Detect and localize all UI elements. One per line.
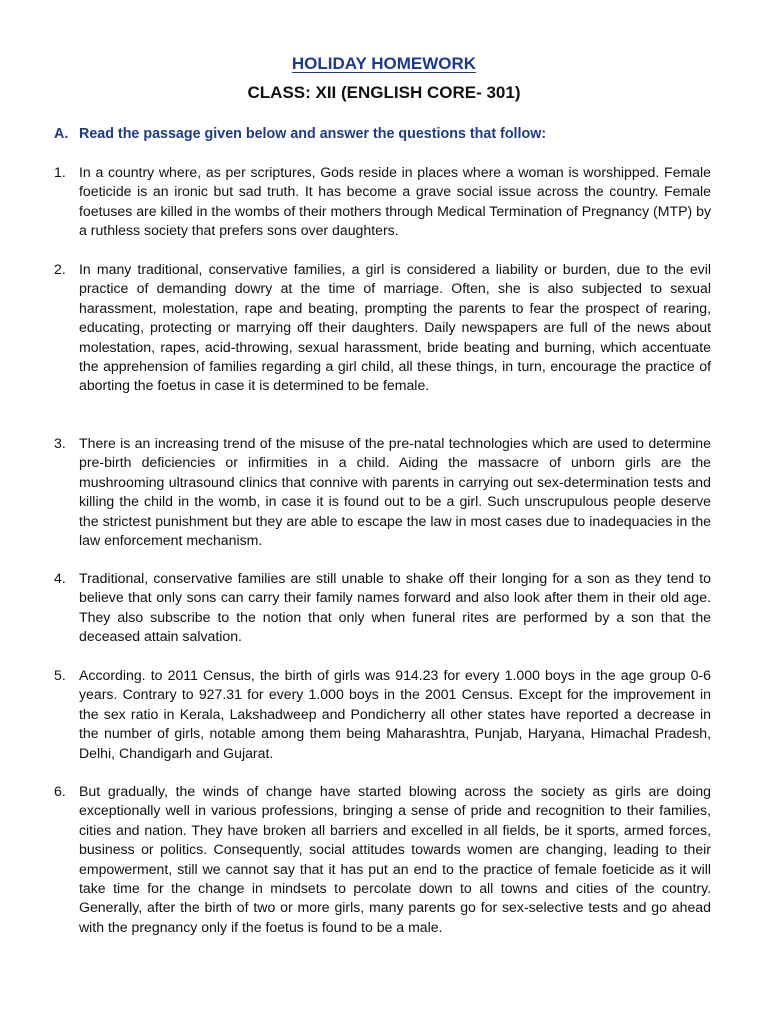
paragraph-number: 6. [54,783,66,799]
paragraph-text: In a country where, as per scriptures, Gods reside in places where a woman is worshipped. Female foeticide is an ironic but sad truth. It has become a grave social issue across the country. Female foetuses are killed in the wombs of their mothers through Medical Termination of Pregnancy (MTP) by a ruthless society that prefers sons over daughters. [79,164,711,239]
paragraph-text: According. to 2011 Census, the birth of girls was 914.23 for every 1.000 boys in the age group 0-6 years. Contrary to 927.31 for every 1.000 boys in the 2001 Census. Except for the improvement in the sex ratio in Kerala, Lakshadweep and Pondicherry all other states have reported a decrease in the number of girls, notable among them being Maharashtra, Punjab, Haryana, Himachal Pradesh, Delhi, Chandigarh and Gujarat. [79,667,711,761]
paragraph-text: There is an increasing trend of the misuse of the pre-natal technologies which are used to determine pre-birth deficiencies or infirmities in a child. Aiding the massacre of unborn girls are the mushrooming ultrasound clinics that connive with parents in carrying out sex-determination tests and killing the child in the womb, in case it is found out to be a girl. Such unscrupulous people deserve the strictest punishment but they are able to escape the law in most cases due to inadequacies in the law enforcement mechanism. [79,435,711,549]
passage-paragraph-1 [54,163,711,241]
paragraph-text: In many traditional, conservative families, a girl is considered a liability or burden, due to the evil practice of demanding dowry at the time of marriage. Often, she is also subjected to sexual harassment, molestation, rape and beating, prompting the parents to fear the prospect of rearing, educating, protecting or marrying off their daughters. Daily newspapers are full of the news about molestation, rapes, acid-throwing, sexual harassment, bride beating and burning, which accentuate the apprehension of families regarding a girl child, all these things, in turn, encourage the practice of aborting the foetus in case it is determined to be female. [79,261,711,394]
instruction-text: Read the passage given below and answer the questions that follow: [79,126,547,142]
passage-paragraph-6 [54,782,711,937]
passage-paragraph-2 [54,260,711,396]
passage-paragraph-5 [54,666,711,763]
paragraph-number: 2. [54,261,66,277]
paragraph-number: 1. [54,164,66,180]
paragraph-number: 3. [54,435,66,451]
paragraph-text: But gradually, the winds of change have started blowing across the society as girls are doing exceptionally well in various professions, bringing a sense of pride and recognition to their families, cities and nation. They have broken all barriers and excelled in all fields, be it sports, armed forces, business or politics. Consequently, social attitudes towards women are changing, leading to their empowerment, still we cannot say that it has put an end to the practice of female foeticide as it will take time for the change in mindsets to percolate down to all towns and cities of the country. Generally, after the birth of two or more girls, many parents go for sex-selective tests and go ahead with the pregnancy only if the foetus is found to be a male. [79,783,711,935]
passage-paragraph-3 [54,434,711,550]
section-instruction [54,126,546,142]
class-subtitle: CLASS: XII (ENGLISH CORE- 301) [247,83,521,102]
passage-paragraph-4 [54,569,711,647]
section-letter: A. [54,126,69,142]
paragraph-number: 5. [54,667,66,683]
paragraph-text: Traditional, conservative families are still unable to shake off their longing for a son as they tend to believe that only sons can carry their family names forward and also look after them in their old age. They also subscribe to the notion that only when funeral rites are performed by a son that the deceased attain salvation. [79,570,711,645]
paragraph-number: 4. [54,570,66,586]
document-title: HOLIDAY HOMEWORK [291,54,477,73]
